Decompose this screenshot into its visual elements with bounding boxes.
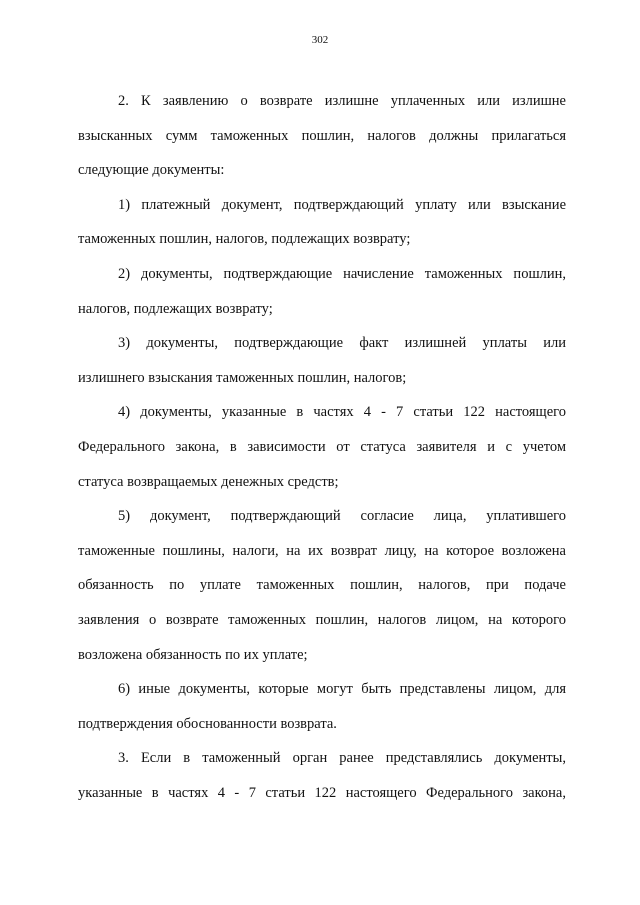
paragraph-line: таможенные пошлины, налоги, на их возврат лицу, на которое возложена [78, 542, 566, 559]
paragraph-line: заявления о возврате таможенных пошлин, налогов лицом, на которого [78, 611, 566, 628]
paragraph-2 [78, 84, 566, 188]
paragraph-line: налогов, подлежащих возврату; [78, 300, 273, 317]
list-item-3 [78, 326, 566, 395]
paragraph-line: таможенных пошлин, налогов, подлежащих возврату; [78, 231, 411, 248]
paragraph-line: 3) документы, подтверждающие факт излишней уплаты или [118, 335, 566, 352]
list-item-2 [78, 257, 566, 326]
paragraph-line: 5) документ, подтверждающий согласие лица, уплатившего [118, 508, 566, 525]
list-item-4 [78, 395, 566, 499]
paragraph-line: взысканных сумм таможенных пошлин, налогов должны прилагаться [78, 127, 566, 144]
page-number: 302 [311, 34, 329, 46]
paragraph-line: 1) платежный документ, подтверждающий уплату или взыскание [118, 196, 566, 213]
paragraph-3 [78, 741, 566, 810]
paragraph-line: 2. К заявлению о возврате излишне уплаченных или излишне [118, 93, 566, 109]
document-body [78, 84, 566, 810]
paragraph-line: 2) документы, подтверждающие начисление таможенных пошлин, [118, 265, 566, 282]
paragraph-line: следующие документы: [78, 162, 225, 179]
paragraph-line: излишнего взыскания таможенных пошлин, налогов; [78, 369, 407, 386]
paragraph-line: 3. Если в таможенный орган ранее представлялись документы, [118, 750, 566, 767]
paragraph-line: указанные в частях 4 - 7 статьи 122 настоящего Федерального закона, [78, 784, 566, 801]
paragraph-line: Федерального закона, в зависимости от статуса заявителя и с учетом [78, 438, 566, 455]
paragraph-line: 4) документы, указанные в частях 4 - 7 статьи 122 настоящего [118, 404, 566, 421]
paragraph-line: статуса возвращаемых денежных средств; [78, 473, 339, 490]
paragraph-line: обязанность по уплате таможенных пошлин, налогов, при подаче [78, 577, 566, 594]
list-item-5 [78, 499, 566, 672]
list-item-6 [78, 672, 566, 741]
paragraph-line: подтверждения обоснованности возврата. [78, 715, 337, 732]
list-item-1 [78, 188, 566, 257]
paragraph-line: возложена обязанность по их уплате; [78, 646, 308, 663]
paragraph-line: 6) иные документы, которые могут быть представлены лицом, для [118, 681, 566, 698]
